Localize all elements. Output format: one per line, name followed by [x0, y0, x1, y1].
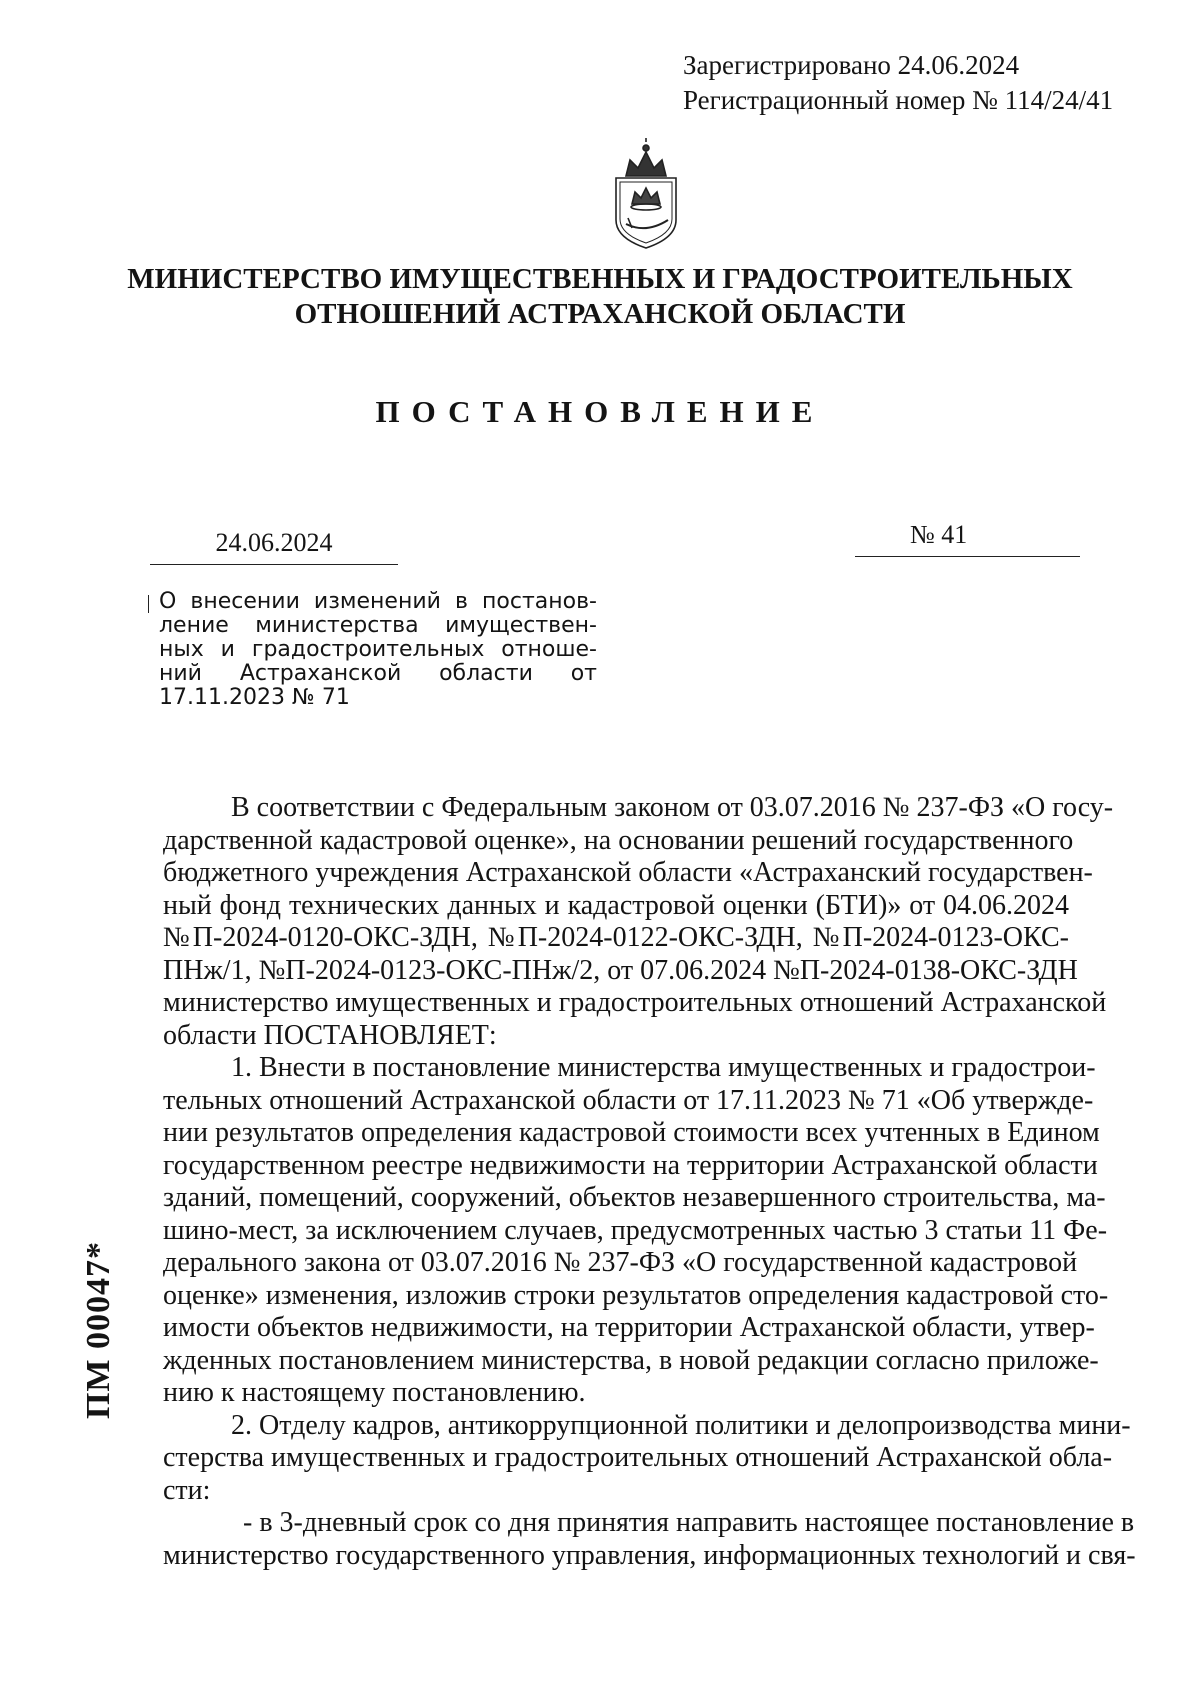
- subject-line: ний Астраханской области от: [159, 661, 597, 686]
- body-line: дерального закона от 03.07.2016 № 237-ФЗ «О государственной кадастровой: [163, 1247, 1078, 1278]
- body-line: государственном реестре недвижимости на территории Астраханской области: [163, 1149, 1098, 1181]
- document-number: № 41: [910, 520, 968, 549]
- body-line: 2. Отделу кадров, антикоррупционной политики и делопроизводства мини-: [231, 1409, 1131, 1441]
- body-line: министерство имущественных и градостроительных отношений Астраханской: [163, 987, 1107, 1018]
- body-line: дарственной кадастровой оценке», на основании решений государственного: [163, 824, 1074, 856]
- body-line: В соответствии с Федеральным законом от 03.07.2016 № 237-ФЗ «О госу-: [231, 792, 1114, 823]
- subject-line: ных и градостроительных отноше-: [159, 637, 597, 662]
- document-body: [163, 792, 1136, 1572]
- document-number-field: [855, 520, 1080, 557]
- subject-line: О внесении изменений в постанов-: [159, 589, 597, 614]
- body-line: зданий, помещений, сооружений, объектов незавершенного строительства, ма-: [163, 1182, 1106, 1213]
- body-line: нию к настоящему постановлению.: [163, 1377, 586, 1408]
- document-type-title: ПОСТАНОВЛЕНИЕ: [375, 394, 825, 429]
- body-line: области ПОСТАНОВЛЯЕТ:: [163, 1019, 497, 1051]
- document-date: 24.06.2024: [215, 528, 333, 557]
- body-line: нии результатов определения кадастровой стоимости всех учтенных в Едином: [163, 1117, 1100, 1148]
- body-line: министерство государственного управления, информационных технологий и свя-: [163, 1539, 1136, 1571]
- subject-bracket: [148, 595, 157, 613]
- body-line: шино-мест, за исключением случаев, предусмотренных частью 3 статьи 11 Фе-: [163, 1214, 1108, 1246]
- ministry-line-1: МИНИСТЕРСТВО ИМУЩЕСТВЕННЫХ И ГРАДОСТРОИТЕЛЬНЫХ: [127, 263, 1073, 295]
- body-line: жденных постановлением министерства, в новой редакции согласно приложе-: [163, 1344, 1099, 1376]
- body-line: имости объектов недвижимости, на территории Астраханской области, утвер-: [163, 1312, 1095, 1343]
- document-date-field: [150, 528, 398, 565]
- subject-line: ление министерства имуществен-: [159, 613, 597, 638]
- body-line: ный фонд технических данных и кадастровой оценки (БТИ)» от 04.06.2024: [163, 889, 1069, 921]
- side-stamp-text: ПМ 00047*: [80, 1240, 117, 1420]
- coat-of-arms-icon: [606, 138, 686, 250]
- body-line: 1. Внести в постановление министерства имущественных и градострои-: [231, 1052, 1096, 1083]
- body-line: тельных отношений Астраханской области от 17.11.2023 № 71 «Об утвержде-: [163, 1084, 1094, 1116]
- document-subject: [159, 590, 597, 710]
- body-line: стерства имущественных и градостроительных отношений Астраханской обла-: [163, 1442, 1113, 1473]
- registration-block: [683, 48, 1113, 118]
- body-line: - в 3-дневный срок со дня принятия направить настоящее постановление в: [243, 1507, 1135, 1538]
- body-line: ПНж/1, №П-2024-0123-ОКС-ПНж/2, от 07.06.2024 №П-2024-0138-ОКС-ЗДН: [163, 954, 1078, 986]
- registration-number: Регистрационный номер № 114/24/41: [683, 85, 1114, 115]
- body-line: сти:: [163, 1474, 211, 1506]
- registration-date: Зарегистрировано 24.06.2024: [683, 50, 1020, 80]
- subject-line: 17.11.2023 № 71: [159, 685, 350, 710]
- body-line: бюджетного учреждения Астраханской области «Астраханский государствен-: [163, 857, 1093, 888]
- side-stamp: [64, 1210, 134, 1450]
- ministry-line-2: ОТНОШЕНИЙ АСТРАХАНСКОЙ ОБЛАСТИ: [294, 298, 906, 330]
- body-line: №П-2024-0120-ОКС-ЗДН, №П-2024-0122-ОКС-ЗДН, №П-2024-0123-ОКС-: [163, 922, 1069, 953]
- ministry-name: [100, 262, 1100, 332]
- body-line: оценке» изменения, изложив строки результатов определения кадастровой сто-: [163, 1279, 1109, 1311]
